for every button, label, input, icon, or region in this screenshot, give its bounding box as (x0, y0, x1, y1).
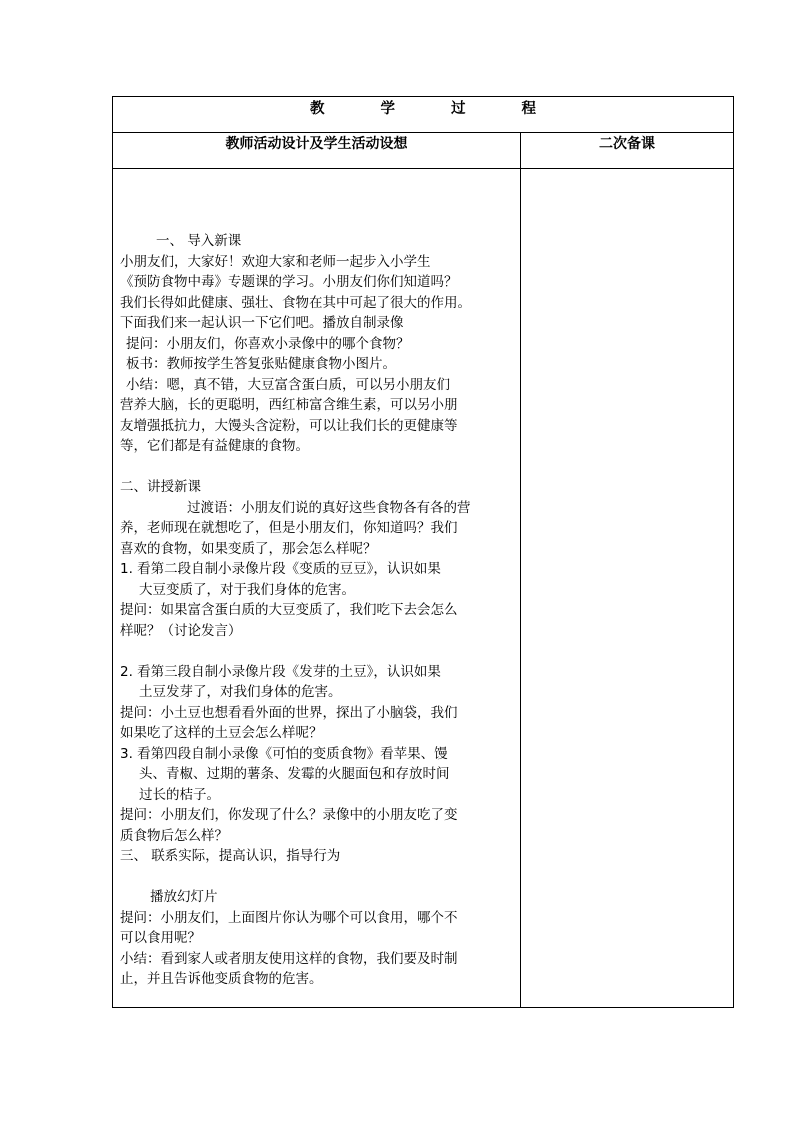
text-line: 养，老师现在就想吃了，但是小朋友们，你知道吗？我们 (120, 520, 458, 536)
text-line: 板书：教师按学生答复张贴健康食物小图片。 (126, 356, 396, 372)
activity-content (113, 169, 520, 990)
title-char: 学 (380, 101, 395, 117)
text-line: 等，它们都是有益健康的食物。 (120, 438, 309, 454)
text-line: 过渡语：小朋友们说的真好这些食物各有各的营 (187, 499, 471, 516)
process-title-cell (113, 97, 734, 133)
section-heading: 一、 导入新课 (156, 233, 242, 249)
title-char: 程 (521, 101, 536, 117)
section-heading: 二、讲授新课 (120, 479, 201, 495)
text-line: 提问：小土豆也想看看外面的世界，探出了小脑袋，我们 (120, 704, 458, 721)
text-line: 播放幻灯片 (150, 889, 218, 905)
section-heading: 三、 联系实际，提高认识，指导行为 (120, 848, 341, 864)
text-line: 提问：小朋友们，你喜欢小录像中的哪个食物？ (126, 335, 410, 352)
text-line: 友增强抵抗力，大馒头含淀粉，可以让我们长的更健康等 (120, 417, 458, 434)
text-line: 下面我们来一起认识一下它们吧。播放自制录像 (120, 315, 404, 331)
blank-line (120, 641, 514, 662)
text-line: 止，并且告诉他变质食物的危害。 (120, 971, 323, 987)
activity-content-cell (113, 169, 521, 1008)
text-line: 营养大脑，长的更聪明，西红柿富含维生素，可以另小朋 (120, 397, 458, 413)
blank-line (120, 867, 514, 888)
list-item: 2. 看第三段自制小录像片段《发芽的土豆》，认识如果 (120, 663, 441, 680)
title-char: 教 (310, 101, 325, 117)
lesson-plan-table (112, 96, 734, 1008)
second-prep-cell (521, 169, 734, 1008)
left-column-header: 教师活动设计及学生活动设想 (113, 133, 521, 169)
text-line: 《预防食物中毒》专题课的学习。小朋友们你们知道吗？ (120, 274, 458, 290)
process-title (282, 101, 564, 117)
title-char: 过 (451, 101, 466, 117)
text-line: 质食物后怎么样？ (120, 827, 228, 844)
text-line: 如果吃了这样的土豆会怎么样呢？ (120, 725, 323, 741)
text-line: 过长的桔子。 (139, 786, 220, 803)
text-line: 小结：嗯，真不错，大豆富含蛋白质，可以另小朋友们 (126, 376, 450, 393)
text-line: 大豆变质了，对于我们身体的危害。 (139, 581, 355, 598)
list-item: 3. 看第四段自制小录像《可怕的变质食物》看苹果、馒 (120, 745, 448, 762)
text-line: 小朋友们，大家好！欢迎大家和老师一起步入小学生 (120, 253, 431, 270)
blank-line (120, 457, 514, 478)
right-column-header: 二次备课 (521, 133, 734, 169)
text-line: 提问：如果富含蛋白质的大豆变质了，我们吃下去会怎么 (120, 602, 458, 618)
list-item: 1. 看第二段自制小录像片段《变质的豆豆》，认识如果 (120, 561, 441, 577)
text-line: 样呢？（讨论发言） (120, 622, 242, 639)
text-line: 提问：小朋友们，上面图片你认为哪个可以食用，哪个不 (120, 909, 458, 926)
text-line: 头、青椒、过期的薯条、发霉的火腿面包和存放时间 (139, 766, 450, 782)
text-line: 可以食用呢？ (120, 930, 201, 946)
text-line: 喜欢的食物，如果变质了，那会怎么样呢？ (120, 540, 377, 557)
text-line: 提问：小朋友们，你发现了什么？录像中的小朋友吃了变 (120, 807, 458, 823)
text-line: 小结：看到家人或者朋友使用这样的食物，我们要及时制 (120, 950, 458, 967)
text-line: 土豆发芽了，对我们身体的危害。 (139, 684, 342, 700)
text-line: 我们长得如此健康、强壮、食物在其中可起了很大的作用。 (120, 294, 471, 311)
